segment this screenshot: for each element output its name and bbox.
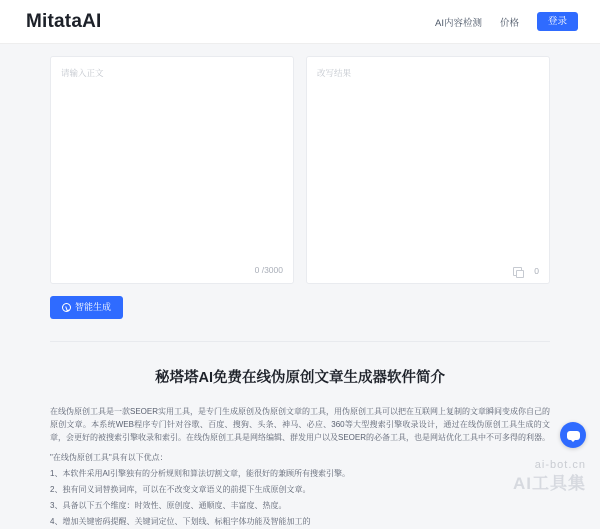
watermark-url: ai-bot.cn: [534, 459, 586, 471]
input-char-counter: 0 /3000: [254, 265, 283, 275]
intro-section: [50, 341, 550, 529]
watermark-title: AI工具集: [513, 474, 586, 493]
editor-area: [0, 44, 600, 284]
intro-advantage-item: 1、本软件采用AI引擎独有的分析规则和算法切割文章，能很好的兼顾所有搜索引擎。: [50, 468, 351, 478]
app-header: [0, 0, 600, 44]
output-placeholder: 改写结果: [317, 68, 352, 78]
generate-button-label: 智能生成: [75, 302, 112, 312]
main-nav: [435, 12, 578, 32]
input-placeholder: 请输入正文: [61, 68, 104, 78]
intro-paragraph: 在线伪原创工具是一款SEOER实用工具，是专门生成原创及伪原创文章的工具，用伪原创工具可以把在互联网上复制的文章瞬间变成你自己的原创文章。本系统WEB程序专门针对谷歌、百度、搜狗、头条、神马、必应、360等大型搜索引擎收录设计，通过在线伪原创工具生成的文章，会更好的被搜索引擎收录和索引。在线伪原创工具是网络编辑、群发用户以及SEOER的必备工具，也是网站优化工具中不可多得的利器。: [50, 407, 551, 443]
intro-advantage-item: 3、具备以下五个维度：时效性、原创度、通顺度、丰富度、热度。: [50, 501, 287, 511]
nav-item-ai-detection[interactable]: AI内容检测: [434, 17, 482, 29]
nav-item-pricing[interactable]: 价格: [499, 17, 519, 29]
output-footer: [513, 266, 539, 276]
generate-row: [0, 284, 600, 319]
chat-bubble-icon[interactable]: [560, 422, 586, 448]
copy-icon[interactable]: [513, 267, 522, 276]
intro-advantages-label: "在线伪原创工具"具有以下优点：: [50, 452, 168, 462]
brand-logo[interactable]: MitataAI: [26, 10, 102, 32]
page-title: 秘塔塔AI免费在线伪原创文章生成器软件简介: [155, 370, 445, 386]
login-button[interactable]: 登录: [537, 12, 578, 32]
intro-advantage-item: 2、独有同义词替换词库，可以在不改变文章语义的前提下生成原创文章。: [50, 484, 311, 494]
sparkle-icon: [62, 303, 71, 312]
output-char-counter: 0: [534, 266, 539, 276]
chat-bubble-shape: [567, 431, 580, 440]
input-panel[interactable]: [50, 56, 294, 284]
output-panel[interactable]: [306, 56, 550, 284]
intro-advantage-item: 4、增加关键密码提醒、关键词定位、下划线、标粗字体功能及智能加工的: [50, 517, 311, 527]
generate-button[interactable]: [50, 296, 123, 319]
